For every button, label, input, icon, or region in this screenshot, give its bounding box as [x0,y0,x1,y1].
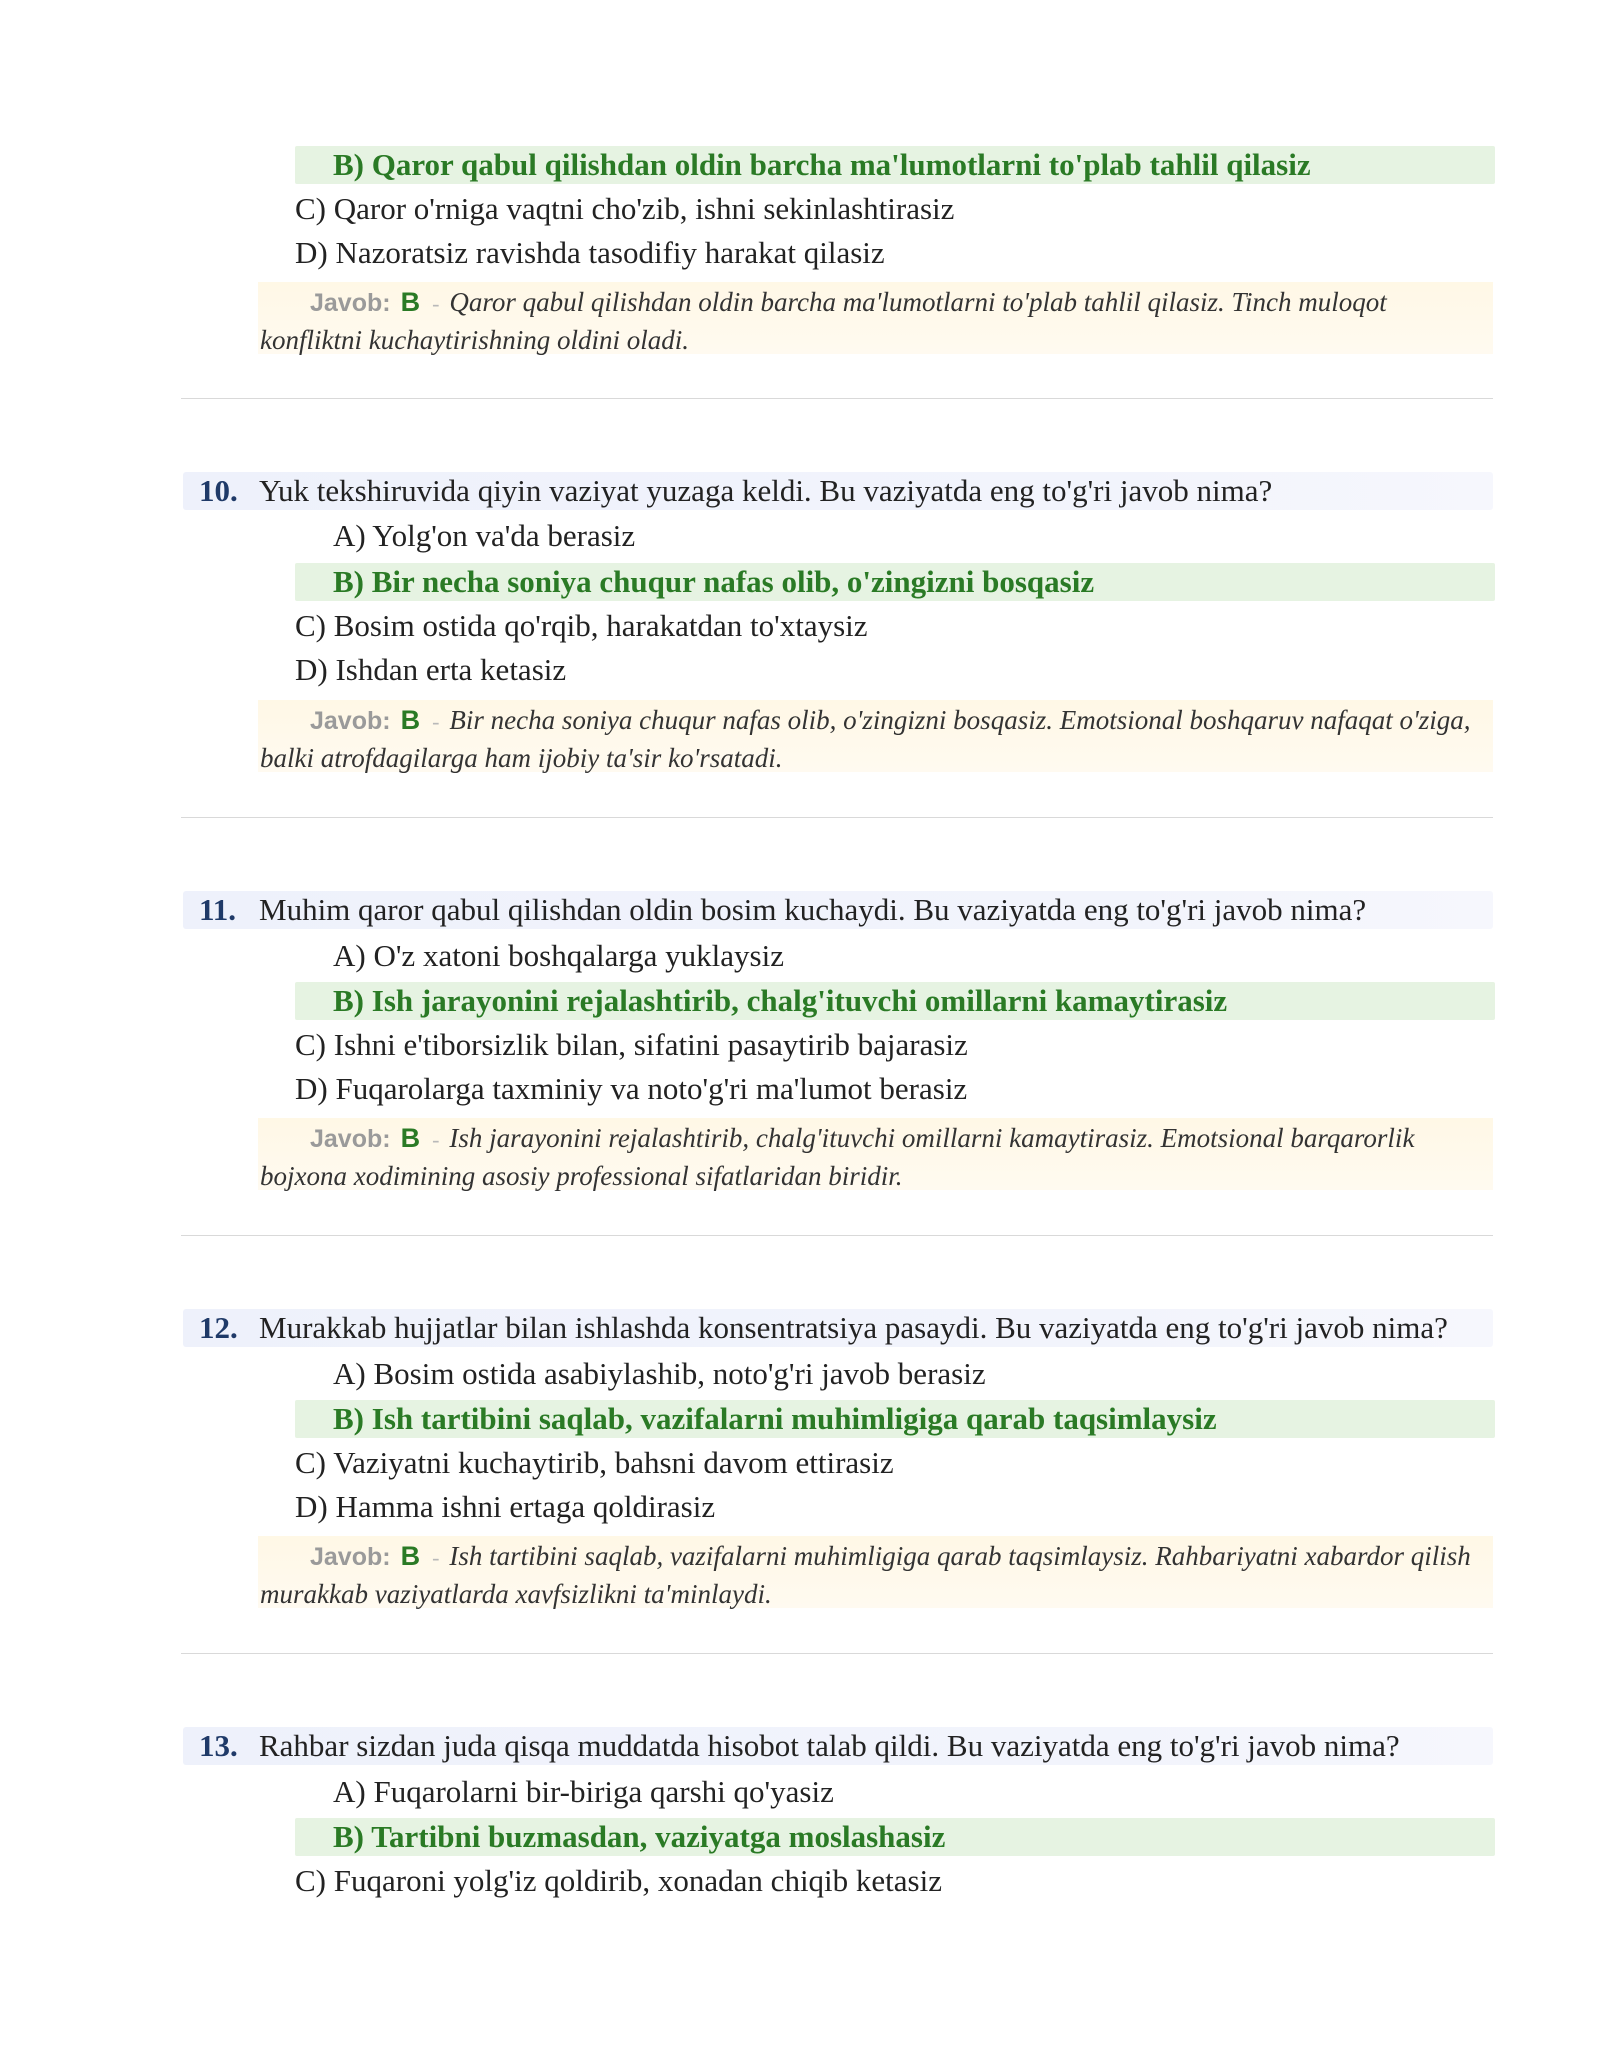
option-a: A) Fuqarolarni bir-biriga qarshi qo'yasiz [333,1774,834,1809]
question-text: Murakkab hujjatlar bilan ishlashda konsentratsiya pasaydi. Bu vaziyatda eng to'g'ri javob nima? [259,1310,1448,1345]
question-number: 13. [199,1728,238,1763]
question-row [183,1309,1493,1347]
answer-dash: - [432,1127,440,1152]
option-c: C) Vaziyatni kuchaytirib, bahsni davom ettirasiz [295,1445,894,1480]
option-a: A) Bosim ostida asabiylashib, noto'g'ri javob berasiz [333,1356,986,1391]
question-row [183,472,1493,510]
option-d: D) Fuqarolarga taxminiy va noto'g'ri ma'lumot berasiz [295,1071,968,1106]
option-a: A) O'z xatoni boshqalarga yuklaysiz [333,938,784,973]
option-c: C) Fuqaroni yolg'iz qoldirib, xonadan chiqib ketasiz [295,1863,942,1898]
option-d: D) Ishdan erta ketasiz [295,652,567,687]
answer-label: Javob: [310,707,391,735]
answer-letter: B [400,1123,421,1153]
answer-letter: B [400,705,421,735]
answer-box [258,1118,1493,1190]
answer-letter: B [400,1541,421,1571]
answer-label: Javob: [310,1125,391,1153]
question-divider [181,1235,1493,1236]
option-b-correct: B) Ish tartibini saqlab, vazifalarni muhimligiga qarab taqsimlaysiz [295,1400,1495,1438]
option-b-correct: B) Qaror qabul qilishdan oldin barcha ma'lumotlarni to'plab tahlil qilasiz [295,146,1495,184]
answer-dash: - [432,291,440,316]
answer-box [258,700,1493,772]
question-number: 12. [199,1310,238,1345]
option-b-correct: B) Tartibni buzmasdan, vaziyatga moslashasiz [295,1818,1495,1856]
option-b-correct: B) Bir necha soniya chuqur nafas olib, o'zingizni bosqasiz [295,563,1495,601]
question-divider [181,817,1493,818]
option-a: A) Yolg'on va'da berasiz [333,518,636,553]
answer-dash: - [432,1545,440,1570]
answer-explanation: Ish jarayonini rejalashtirib, chalg'ituvchi omillarni kamaytirasiz. Emotsional barqarorlik bojxona xodimining asosiy professional sifatlaridan biridir. [260,1123,1415,1191]
option-c: C) Bosim ostida qo'rqib, harakatdan to'xtaysiz [295,608,868,643]
option-b-correct: B) Ish jarayonini rejalashtirib, chalg'ituvchi omillarni kamaytirasiz [295,982,1495,1020]
option-c: C) Qaror o'rniga vaqtni cho'zib, ishni sekinlashtirasiz [295,191,955,226]
option-d: D) Nazoratsiz ravishda tasodifiy harakat qilasiz [295,235,885,270]
question-divider [181,1653,1493,1654]
question-number: 10. [199,473,238,508]
answer-label: Javob: [310,289,391,317]
answer-box [258,1536,1493,1608]
option-d: D) Hamma ishni ertaga qoldirasiz [295,1489,716,1524]
option-c: C) Ishni e'tiborsizlik bilan, sifatini pasaytirib bajarasiz [295,1027,968,1062]
answer-explanation: Bir necha soniya chuqur nafas olib, o'zingizni bosqasiz. Emotsional boshqaruv nafaqat o'ziga, balki atrofdagilarga ham ijobiy ta'sir ko'rsatadi. [260,705,1471,773]
answer-dash: - [432,709,440,734]
question-number: 11. [199,892,237,927]
question-text: Yuk tekshiruvida qiyin vaziyat yuzaga keldi. Bu vaziyatda eng to'g'ri javob nima? [259,473,1273,508]
question-text: Muhim qaror qabul qilishdan oldin bosim kuchaydi. Bu vaziyatda eng to'g'ri javob nima? [259,892,1367,927]
question-divider [181,398,1493,399]
question-row [183,1727,1493,1765]
answer-letter: B [400,287,421,317]
answer-box [258,282,1493,354]
answer-explanation: Qaror qabul qilishdan oldin barcha ma'lumotlarni to'plab tahlil qilasiz. Tinch muloqot konfliktni kuchaytirishning oldini oladi. [260,287,1387,355]
question-row [183,891,1493,929]
answer-label: Javob: [310,1543,391,1571]
question-text: Rahbar sizdan juda qisqa muddatda hisobot talab qildi. Bu vaziyatda eng to'g'ri javob nima? [259,1728,1400,1763]
answer-explanation: Ish tartibini saqlab, vazifalarni muhimligiga qarab taqsimlaysiz. Rahbariyatni xabardor qilish murakkab vaziyatlarda xavfsizlikni ta'minlaydi. [260,1541,1471,1609]
